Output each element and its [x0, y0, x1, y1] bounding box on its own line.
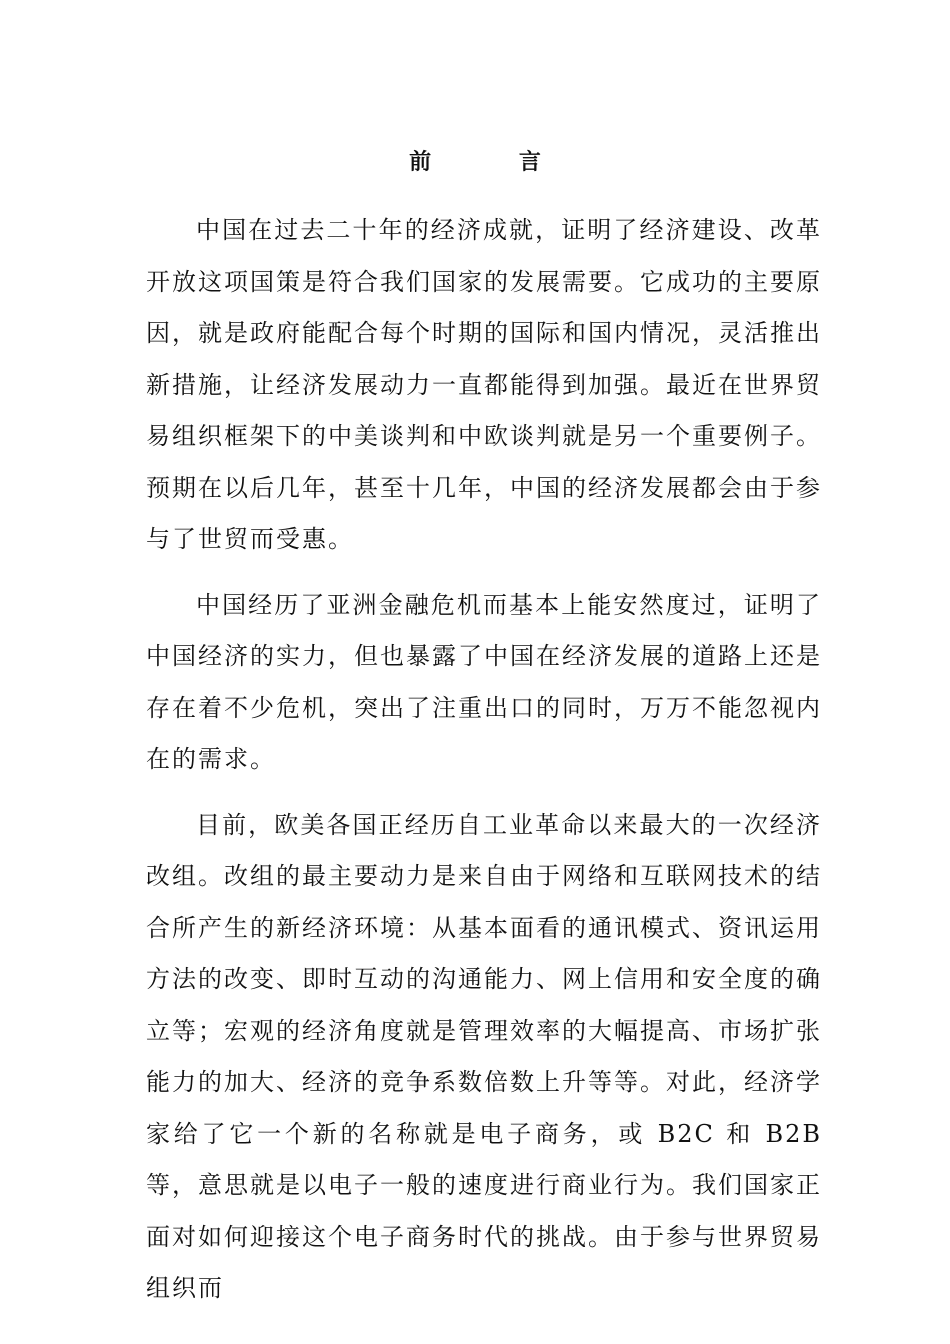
paragraph-1: 中国在过去二十年的经济成就，证明了经济建设、改革开放这项国策是符合我们国家的发展需要。它成功的主要原因，就是政府能配合每个时期的国际和国内情况，灵活推出新措施，让经济发展动力一直都能得到加强。最近在世界贸易组织框架下的中美谈判和中欧谈判就是另一个重要例子。预期在以后几年，甚至十几年，中国的经济发展都会由于参与了世贸而受惠。 — [146, 216, 822, 553]
paragraph-2: 中国经历了亚洲金融危机而基本上能安然度过，证明了中国经济的实力，但也暴露了中国在经济发展的道路上还是存在着不少危机，突出了注重出口的同时，万万不能忽视内在的需求。 — [146, 590, 822, 773]
body-text — [146, 205, 822, 1315]
page-title: 前 言 — [409, 149, 581, 175]
paragraph-3: 目前，欧美各国正经历自工业革命以来最大的一次经济改组。改组的最主要动力是来自由于网络和互联网技术的结合所产生的新经济环境：从基本面看的通讯模式、资讯运用方法的改变、即时互动的沟通能力、网上信用和安全度的确立等；宏观的经济角度就是管理效率的大幅提高、市场扩张能力的加大、经济的竞争系数倍数上升等等。对此，经济学家给了它一个新的名称就是电子商务，或 B2C 和 B2B 等，意思就是以电子一般的速度进行商业行为。我们国家正面对如何迎接这个电子商务时代的挑战。由于参与世界贸易组织而 — [146, 810, 822, 1302]
